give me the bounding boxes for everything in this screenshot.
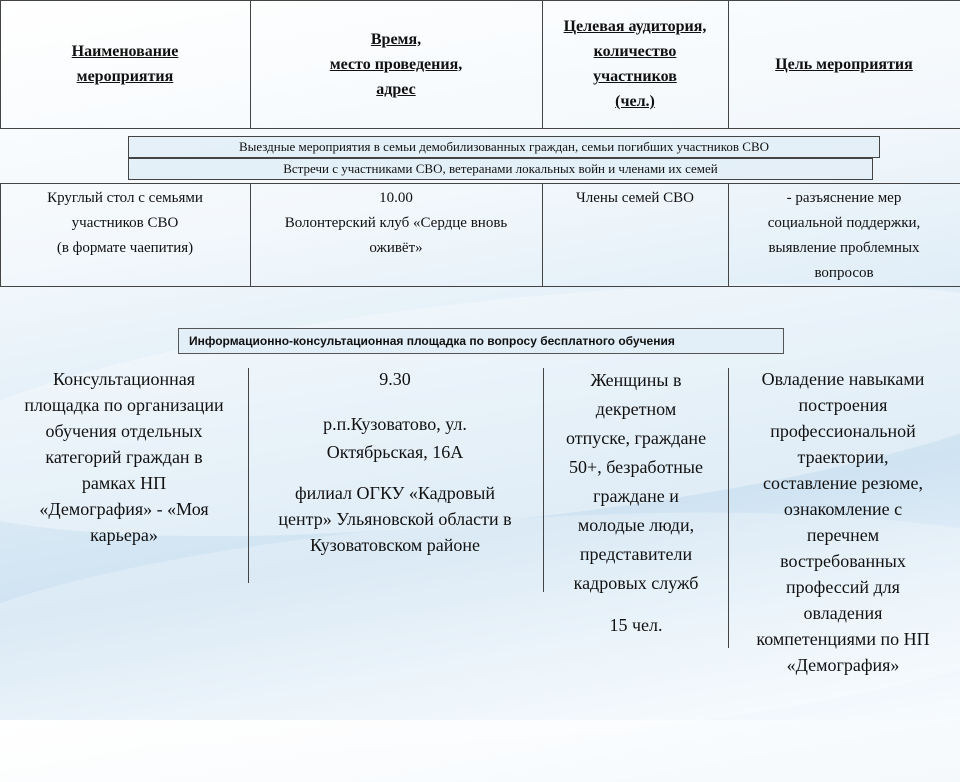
row2-goal: Овладение навыками построения профессиональной траектории, составление резюме, ознакомление с перечнем востребованных профессий для овладения компетенциями по НП «Демография»	[756, 369, 930, 675]
column-divider	[543, 368, 544, 592]
section-band-visits: Выездные мероприятия в семьи демобилизованных граждан, семьи погибших участников СВО	[128, 136, 880, 158]
row2-audience: Женщины в декретном отпуске, граждане 50+, безработные граждане и молодые люди, представители кадровых служб	[565, 370, 707, 593]
column-divider	[542, 0, 543, 128]
header-event-name	[0, 0, 250, 128]
row1-goal: - разъяснение мер социальной поддержки, выявление проблемных вопросов	[767, 190, 921, 281]
column-divider	[728, 368, 729, 648]
header-audience	[542, 0, 728, 128]
section-band-meetings: Встречи с участниками СВО, ветеранами локальных войн и членами их семей	[128, 158, 873, 180]
header-event-name-text: Наименование мероприятия	[71, 43, 179, 85]
row1-audience: Члены семей СВО	[575, 190, 694, 206]
info-banner: Информационно-консультационная площадка по вопросу бесплатного обучения	[178, 328, 784, 354]
header-goal-text: Цель мероприятия	[775, 55, 913, 73]
row2-time: 9.30	[379, 369, 411, 389]
table-left-border	[0, 0, 1, 128]
row1-time-place: 10.00 Волонтерский клуб «Сердце вновь оживёт»	[284, 190, 508, 256]
column-divider	[728, 0, 729, 128]
header-goal	[728, 0, 960, 128]
row2-count: 15 чел.	[609, 615, 663, 635]
events-table	[0, 0, 960, 290]
column-divider	[250, 0, 251, 128]
header-time-place	[250, 0, 542, 128]
row1-event-name: Круглый стол с семьями участников СВО (в формате чаепития)	[47, 190, 203, 256]
row2-organization: филиал ОГКУ «Кадровый центр» Ульяновской области в Кузоватовском районе	[278, 483, 512, 555]
header-audience-text: Целевая аудитория, количество участников (чел.)	[563, 18, 707, 110]
table-row-divider	[0, 183, 960, 184]
column-divider	[248, 368, 249, 583]
table-border-top	[0, 0, 960, 1]
table-header-divider	[0, 128, 960, 129]
table-border-bottom	[0, 286, 960, 287]
row2-address: р.п.Кузоватово, ул. Октябрьская, 16А	[323, 414, 467, 462]
row2-event-name: Консультационная площадка по организации обучения отдельных категорий граждан в рамках НП «Демография» - «Моя карьера»	[24, 369, 224, 545]
header-time-place-text: Время, место проведения, адрес	[329, 30, 463, 98]
